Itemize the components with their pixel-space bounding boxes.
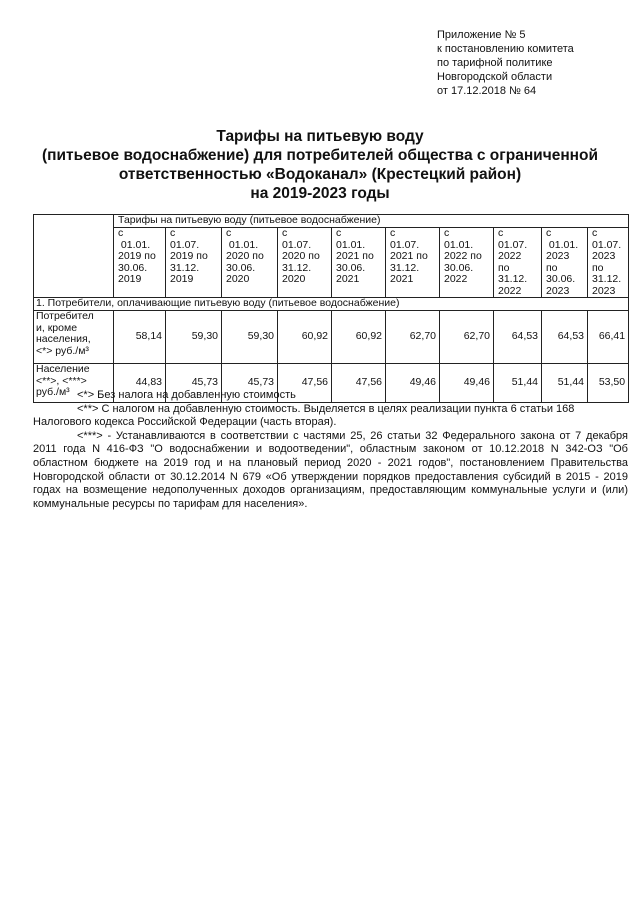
tariff-value: 60,92 [278,311,332,364]
appendix-line: Приложение № 5 [437,29,526,41]
period-header: с 01.01. 2022 по 30.06. 2022 [440,228,494,298]
tariff-value: 51,44 [542,364,588,403]
table-section-row [34,298,629,311]
table-corner-cell [34,215,114,228]
tariff-value: 62,70 [440,311,494,364]
footnote-legal-basis: <***> - Устанавливаются в соответствии с частями 25, 26 статьи 32 Федерального закона от 7 декабря 2011 года N 416-ФЗ "О водоснабжении и водоотведении", областным законом от 10.12.2018 N 342-ОЗ "Об областном бюджете на 2019 год и на плановый период 2020 - 2021 годов", постановлением Правительства Новгородской области от 30.12.2014 N 679 «Об утверждении порядков предоставления субсидий в 2015 - 2019 годах на возмещение недополученных доходов организациям, предоставляющим коммунальные услуги и (или) коммунальные ресурсы по тарифам для населения». [33,429,628,510]
tariff-value: 49,46 [386,364,440,403]
period-header: с 01.01. 2023 по 30.06. 2023 [542,228,588,298]
tariff-value: 45,73 [166,364,222,403]
tariff-value: 49,46 [440,364,494,403]
appendix-line: Новгородской области [437,71,553,83]
tariff-value: 60,92 [332,311,386,364]
tariff-value: 59,30 [222,311,278,364]
tariff-value: 47,56 [278,364,332,403]
table-corner-cell [34,228,114,298]
table-periods-row [34,228,629,298]
section-title: 1. Потребители, оплачивающие питьевую воду (питьевое водоснабжение) [34,298,629,311]
period-header: с 01.07. 2020 по 31.12. 2020 [278,228,332,298]
footnotes [33,389,628,511]
tariff-value: 58,14 [114,311,166,364]
tariff-value: 59,30 [166,311,222,364]
period-header: с 01.01. 2021 по 30.06. 2021 [332,228,386,298]
title-line: на 2019-2023 годы [250,185,390,202]
document-title [0,127,640,203]
period-header: с 01.07. 2021 по 31.12. 2021 [386,228,440,298]
tariff-value: 62,70 [386,311,440,364]
appendix-line: к постановлению комитета [437,43,574,55]
tariff-value: 51,44 [494,364,542,403]
tariff-value: 47,56 [332,364,386,403]
title-line: Тарифы на питьевую воду [216,128,424,145]
footnote-vat-included: <**> С налогом на добавленную стоимость. Выделяется в целях реализации пункта 6 статьи 168 Налогового кодекса Российской Федерации (часть вторая). [33,402,575,429]
period-header: с 01.07. 2019 по 31.12. 2019 [166,228,222,298]
period-header: с 01.01. 2019 по 30.06. 2019 [114,228,166,298]
appendix-header [437,28,574,98]
footnote-vat-excluded: <*> Без налога на добавленную стоимость [77,389,296,401]
period-header: с 01.07. 2022 по 31.12. 2022 [494,228,542,298]
tariff-value: 53,50 [588,364,629,403]
tariff-value: 64,53 [494,311,542,364]
tariff-table [33,214,629,403]
tariff-value: 64,53 [542,311,588,364]
tariff-value: 44,83 [114,364,166,403]
appendix-line: по тарифной политике [437,57,553,69]
period-header: с 01.07. 2023 по 31.12. 2023 [588,228,629,298]
title-line: (питьевое водоснабжение) для потребителей общества с ограниченной [41,147,599,164]
tariff-value: 66,41 [588,311,629,364]
row-label: Потребител и, кроме населения, <*> руб./м³ [34,311,114,364]
title-line: ответственностью «Водоканал» (Крестецкий район) [118,166,522,183]
table-header-span: Тарифы на питьевую воду (питьевое водоснабжение) [114,215,629,228]
table-header-row [34,215,629,228]
tariff-value: 45,73 [222,364,278,403]
row-label: Население <**>, <***> руб./м³ [34,364,114,403]
period-header: с 01.01. 2020 по 30.06. 2020 [222,228,278,298]
appendix-line: от 17.12.2018 № 64 [437,85,537,97]
table-row [34,311,629,364]
